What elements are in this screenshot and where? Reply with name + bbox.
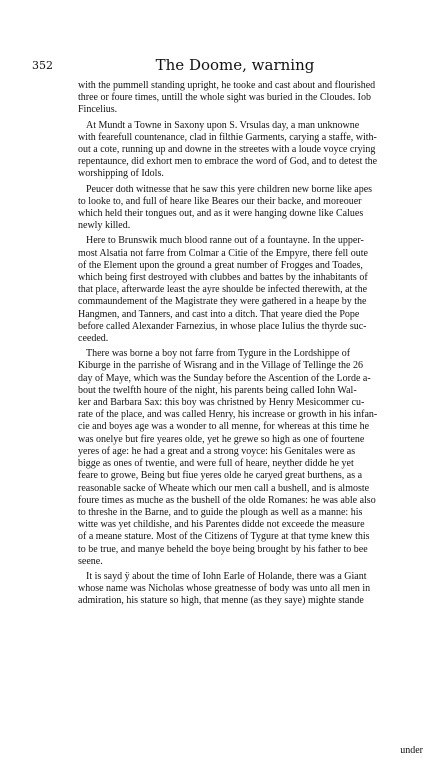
text-line: with fearefull countenance, clad in filthie Garments, carying a staffe, with- xyxy=(78,131,377,143)
text-line: Hangmen, and Tanners, and cast into a ditch. That yeare died the Pope xyxy=(78,308,360,320)
text-line: Kiburge in the parrishe of Wisrang and in the Village of Tellinge the 26 xyxy=(78,360,363,372)
running-head: The Doome, warning xyxy=(155,56,315,74)
text-line: repentaunce, did exhort men to embrace the word of God, and to detest the xyxy=(78,156,378,168)
text-line: whose name was Nicholas whose greatnesse of body was unto all men in xyxy=(78,583,371,595)
catchword: under xyxy=(400,745,423,756)
text-line: most Alsatia not farre from Colmar a Citie of the Empyre, there fell oute xyxy=(78,247,368,259)
paragraph xyxy=(78,184,423,233)
text-line: to looke to, and full of heare like Beares our their backe, and moreouer xyxy=(78,195,362,207)
paragraph xyxy=(78,235,423,345)
paragraph xyxy=(78,571,423,608)
text-line: with the pummell standing upright, he tooke and cast about and flourished xyxy=(78,80,376,91)
text-line: feare to growe, Being but fiue yeres olde he caryed great burthens, as a xyxy=(78,470,363,482)
paragraph xyxy=(78,80,423,117)
text-line: before called Alexander Farnezius, in whose place Iulius the thyrde suc- xyxy=(78,320,367,332)
page-body xyxy=(78,80,423,611)
text-line: Fincelius. xyxy=(78,104,118,116)
text-line: There was borne a boy not farre from Tygure in the Lordshippe of xyxy=(86,348,351,360)
text-line: Here to Brunswik much blood ranne out of a fountayne. In the upper- xyxy=(86,235,364,247)
text-line: reasonable sacke of Wheate which our men call a bushell, and is almoste xyxy=(78,482,370,494)
text-line: that place, afterwarde least the ayre shoulde be infected therewith, at the xyxy=(78,284,368,296)
text-line: yeres of age: he had a great and a strong voyce: his Genitales were as xyxy=(78,445,356,457)
text-line: which being first destroyed with clubbes and battes by the inhabitants of xyxy=(78,272,368,284)
text-line: At Mundt a Towne in Saxony upon S. Vrsulas day, a man unknowne xyxy=(86,119,360,131)
text-line: bout the twelfth houre of the night, his parents being called Iohn Wal- xyxy=(78,384,357,396)
text-line: worshipping of Idols. xyxy=(78,168,164,180)
text-line: rate of the place, and was called Henry, his increase or growth in his infan- xyxy=(78,409,378,421)
paragraph xyxy=(78,348,423,568)
text-line: It is sayd ÿ about the time of Iohn Earle of Holande, there was a Giant xyxy=(86,570,367,582)
text-line: was onelye but fire yeares olde, yet he grewe so high as one of fourtene xyxy=(78,433,365,445)
text-line: ceeded. xyxy=(78,333,109,345)
text-line: Peucer doth witnesse that he saw this yere children new borne like apes xyxy=(86,183,373,195)
text-line: bigge as ones of twentie, and were full of heare, neyther didde he yet xyxy=(78,458,354,470)
text-line: commaundement of the Magistrate they were gathered in a heape by the xyxy=(78,296,367,308)
text-line: three or foure times, untill the whole sight was buried in the Cloudes. Iob xyxy=(78,92,371,104)
paragraph xyxy=(78,120,423,181)
text-line: of a meane stature. Most of the Citizens of Tygure at that tyme knew this xyxy=(78,531,370,543)
text-line: day of Maye, which was the Sunday before the Ascention of the Lorde a- xyxy=(78,372,371,384)
text-line: of the Element upon the ground a great number of Frogges and Toades, xyxy=(78,259,363,271)
text-line: foure times as muche as the bushell of the olde Romanes: he was able also xyxy=(78,494,376,506)
text-line: seene. xyxy=(78,555,103,567)
text-line: which held their tongues out, and as it were hanging downe like Calues xyxy=(78,208,364,220)
page-number: 352 xyxy=(32,59,53,72)
text-line: to be true, and manye beheld the boye being brought by his father to bee xyxy=(78,543,368,555)
text-line: admiration, his stature so high, that menne (as they saye) mighte stande xyxy=(78,595,364,607)
text-line: out a cote, running up and downe in the streetes with a loude voyce crying xyxy=(78,144,376,156)
text-line: cie and boyes age was a wonder to all menne, for whereas at this time he xyxy=(78,421,370,433)
text-line: witte was yet childishe, and his Parentes didde not exceede the measure xyxy=(78,519,365,531)
text-line: to threshe in the Barne, and to guide the plough as well as a manne: his xyxy=(78,506,363,518)
text-line: newly killed. xyxy=(78,220,131,232)
text-line: ker and Barbara Sax: this boy was christned by Henry Mesicommer cu- xyxy=(78,397,365,409)
